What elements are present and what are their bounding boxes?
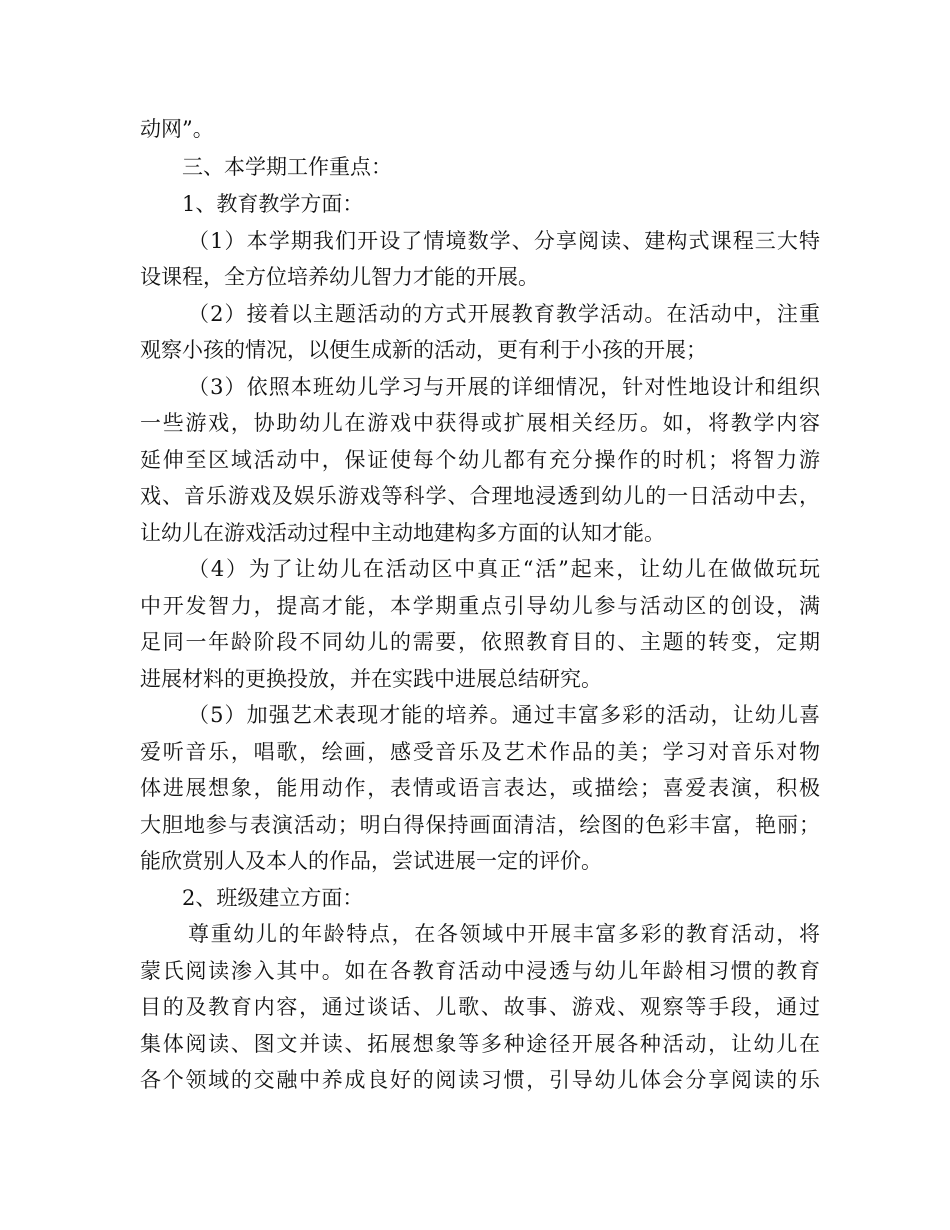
paragraph-line: 尊重幼儿的年龄特点，在各领域中开展丰富多彩的教育活动，将 — [188, 922, 820, 946]
paragraph-line: （1）本学期我们开设了情境数学、分享阅读、建构式课程三大特 — [188, 229, 820, 253]
paragraph-line: （5）加强艺术表现才能的培养。通过丰富多彩的活动，让幼儿喜 — [188, 703, 820, 727]
paragraph-line: 戏、音乐游戏及娱乐游戏等科学、合理地浸透到幼儿的一日活动中去， — [140, 484, 820, 508]
paragraph-line: 延伸至区域活动中，保证使每个幼儿都有充分操作的时机；将智力游 — [140, 448, 820, 472]
text-line: 动网”。 — [140, 117, 214, 141]
paragraph-line: 设课程，全方位培养幼儿智力才能的开展。 — [140, 265, 539, 289]
subsection-heading: 1、教育教学方面： — [182, 192, 364, 216]
paragraph-line: 进展材料的更换投放，并在实践中进展总结研究。 — [140, 667, 602, 691]
paragraph-line: 体进展想象，能用动作，表情或语言表达，或描绘；喜爱表演，积极 — [140, 776, 820, 800]
paragraph-line: 足同一年龄阶段不同幼儿的需要，依照教育目的、主题的转变，定期 — [140, 630, 820, 654]
paragraph-line: （3）依照本班幼儿学习与开展的详细情况，针对性地设计和组织 — [188, 375, 820, 399]
paragraph-line: 观察小孩的情况，以便生成新的活动，更有利于小孩的开展； — [140, 338, 707, 362]
paragraph-line: 爱听音乐，唱歌，绘画，感受音乐及艺术作品的美；学习对音乐对物 — [140, 740, 820, 764]
paragraph-line: 让幼儿在游戏活动过程中主动地建构多方面的认知才能。 — [140, 521, 665, 545]
paragraph-line: 各个领域的交融中养成良好的阅读习惯，引导幼儿体会分享阅读的乐 — [140, 1068, 820, 1092]
paragraph-line: 蒙氏阅读渗入其中。如在各教育活动中浸透与幼儿年龄相习惯的教育 — [140, 959, 820, 983]
paragraph-line: 中开发智力，提高才能，本学期重点引导幼儿参与活动区的创设，满 — [140, 594, 820, 618]
paragraph-line: 大胆地参与表演活动；明白得保持画面清洁，绘图的色彩丰富，艳丽； — [140, 813, 820, 837]
section-heading: 三、本学期工作重点： — [182, 155, 392, 179]
paragraph-line: 目的及教育内容，通过谈话、儿歌、故事、游戏、观察等手段，通过 — [140, 995, 820, 1019]
paragraph-line: （2）接着以主题活动的方式开展教育教学活动。在活动中，注重 — [188, 302, 820, 326]
subsection-heading: 2、班级建立方面： — [182, 886, 364, 910]
paragraph-line: 集体阅读、图文并读、拓展想象等多种途径开展各种活动，让幼儿在 — [140, 1032, 820, 1056]
paragraph-line: 一些游戏，协助幼儿在游戏中获得或扩展相关经历。如，将教学内容 — [140, 411, 820, 435]
paragraph-line: 能欣赏别人及本人的作品，尝试进展一定的评价。 — [140, 849, 602, 873]
paragraph-line: （4）为了让幼儿在活动区中真正“活”起来，让幼儿在做做玩玩 — [188, 557, 820, 581]
